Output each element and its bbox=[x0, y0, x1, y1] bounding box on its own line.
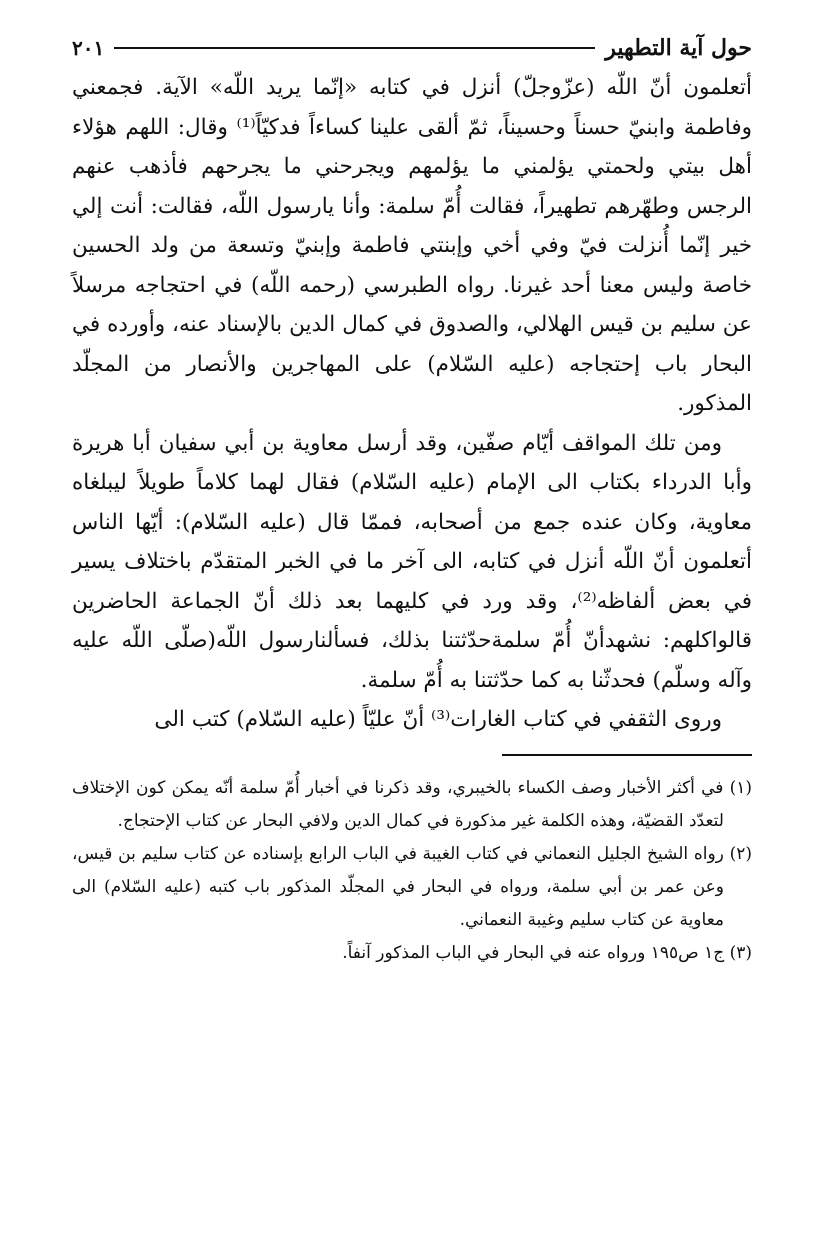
paragraph: أتعلمون أنّ اللّه (عزّوجلّ) أنزل في كتابه «إنّما يريد اللّه» الآية. فجمعني وفاطمة وابنيّ حسناً وحسيناً، ثمّ ألقى علينا كساءاً فدكيّاً⁽¹⁾ وقال: اللهم هؤلاء أهل بيتي ولحمتي يؤلمني ما يؤلمهم ويجرحني ما يجرحهم فأذهب عنهم الرجس وطهّرهم تطهيراً، فقالت أُمّ سلمة: وأنا يارسول اللّه، فقالت: أنت إلي خير إنّما أُنزلت فيّ وفي أخي وإبنتي فاطمة وإبنيّ وتسعة من ولد الحسين خاصة وليس معنا أحد غيرنا. رواه الطبرسي (رحمه اللّه) في احتجاجه مرسلاً عن سليم بن قيس الهلالي، والصدوق في كمال الدين بالإسناد عنه، وأورده في البحار باب إحتجاجه (عليه السّلام) على المهاجرين والأنصار من المجلّد المذكور. bbox=[72, 75, 752, 416]
footnotes bbox=[72, 772, 752, 970]
paragraph: وروى الثقفي في كتاب الغارات⁽³⁾ أنّ عليّاً (عليه السّلام) كتب الى bbox=[154, 707, 722, 732]
footnote: (٣) ج١ ص١٩٥ ورواه عنه في البحار في الباب المذكور آنفاً. bbox=[342, 942, 752, 963]
footnote: (٢) رواه الشيخ الجليل النعماني في كتاب الغيبة في الباب الرابع بإسناده عن كتاب سليم بن قيس، وعن عمر بن أبي سلمة، ورواه في البحار في المجلّد المذكور باب كتبه (عليه السّلام) الى معاوية عن كتاب سليم وغيبة النعماني. bbox=[72, 843, 752, 930]
main-text bbox=[72, 68, 752, 740]
running-title: حول آية التطهير bbox=[605, 35, 752, 61]
paragraph: ومن تلك المواقف أيّام صفّين، وقد أرسل معاوية بن أبي سفيان أبا هريرة وأبا الدرداء بكتاب الى الإمام (عليه السّلام) فقال لهما كلاماً طويلاً ليبلغاه معاوية، وكان عنده جمع من أصحابه، فممّا قال (عليه السّلام): أيّها الناس أتعلمون أنّ اللّه أنزل في كتابه، الى آخر ما في الخبر المتقدّم باختلاف يسير في بعض ألفاظه⁽²⁾، وقد ورد في كليهما بعد ذلك أنّ الجماعة الحاضرين قالواكلهم: نشهدأنّ أُمّ سلمةحدّثتنا بذلك، فسألنارسول اللّه(صلّى اللّه عليه وآله وسلّم) فحدثّنا به كما حدّثتنا به أُمّ سلمة. bbox=[72, 430, 752, 693]
footnote: (١) في أكثر الأخبار وصف الكساء بالخيبري، وقد ذكرنا في أخبار أُمّ سلمة أنّه يمكن كون الإختلاف لتعدّد القضيّة، وهذه الكلمة غير مذكورة في كمال الدين ولافي البحار عن كتاب الإحتجاج. bbox=[72, 777, 752, 831]
running-header bbox=[72, 30, 752, 66]
page-number: ٢٠١ bbox=[72, 36, 105, 60]
header-rule bbox=[114, 47, 595, 49]
book-page bbox=[72, 30, 752, 970]
footnote-separator bbox=[502, 754, 752, 756]
